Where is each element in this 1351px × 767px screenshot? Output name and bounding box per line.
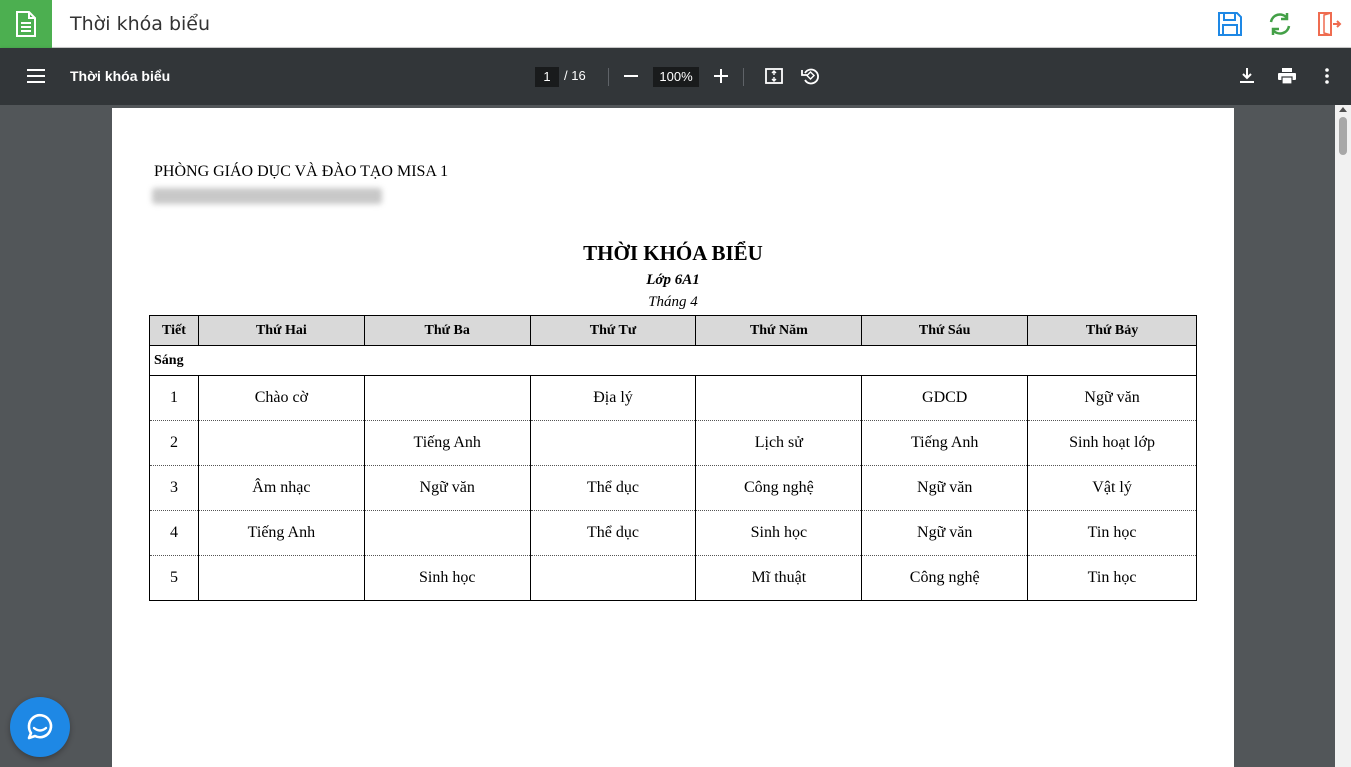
toolbar-divider bbox=[608, 68, 609, 86]
table-cell: Tiếng Anh bbox=[364, 421, 530, 466]
column-header: Thứ Năm bbox=[696, 316, 862, 346]
class-name: Lớp 6A1 bbox=[646, 272, 700, 288]
table-cell: Sinh học bbox=[364, 556, 530, 601]
table-cell: Thể dục bbox=[530, 466, 696, 511]
app-header bbox=[0, 0, 1351, 48]
fit-page-icon bbox=[765, 68, 783, 84]
sync-icon bbox=[1267, 11, 1293, 37]
table-cell: Công nghệ bbox=[862, 556, 1028, 601]
plus-icon bbox=[714, 69, 728, 83]
pdf-viewer-area[interactable] bbox=[0, 105, 1351, 767]
rotate-button[interactable] bbox=[796, 62, 824, 90]
table-cell: Sinh học bbox=[696, 511, 862, 556]
app-title: Thời khóa biểu bbox=[70, 13, 211, 35]
table-cell: Tin học bbox=[1028, 556, 1197, 601]
column-header: Thứ Tư bbox=[530, 316, 696, 346]
table-cell: GDCD bbox=[862, 376, 1028, 421]
column-header: Thứ Ba bbox=[364, 316, 530, 346]
school-name-redacted bbox=[152, 188, 382, 204]
table-cell: Sinh hoạt lớp bbox=[1028, 421, 1197, 466]
table-row bbox=[150, 376, 1197, 421]
table-cell bbox=[530, 421, 696, 466]
fit-page-button[interactable] bbox=[760, 62, 788, 90]
chat-icon bbox=[25, 712, 55, 742]
menu-icon bbox=[27, 69, 45, 83]
table-cell bbox=[696, 376, 862, 421]
zoom-out-button[interactable] bbox=[617, 62, 645, 90]
table-cell: Ngữ văn bbox=[862, 511, 1028, 556]
table-row bbox=[150, 511, 1197, 556]
table-cell: Chào cờ bbox=[198, 376, 364, 421]
table-cell: Công nghệ bbox=[696, 466, 862, 511]
download-button[interactable] bbox=[1233, 62, 1261, 90]
viewer-document-name: Thời khóa biểu bbox=[70, 68, 171, 84]
exit-button[interactable] bbox=[1315, 10, 1343, 38]
month-label: Tháng 4 bbox=[648, 294, 698, 310]
app-logo bbox=[0, 0, 52, 48]
table-cell: 5 bbox=[150, 556, 199, 601]
timetable bbox=[149, 315, 1197, 601]
table-cell bbox=[364, 511, 530, 556]
more-options-button[interactable] bbox=[1313, 62, 1341, 90]
table-cell: Ngữ văn bbox=[862, 466, 1028, 511]
table-cell: 1 bbox=[150, 376, 199, 421]
pdf-page bbox=[112, 108, 1234, 767]
table-cell: Mĩ thuật bbox=[696, 556, 862, 601]
table-cell: Ngữ văn bbox=[1028, 376, 1197, 421]
table-cell: 4 bbox=[150, 511, 199, 556]
table-row bbox=[150, 466, 1197, 511]
table-cell bbox=[198, 556, 364, 601]
table-cell: 3 bbox=[150, 466, 199, 511]
table-cell bbox=[364, 376, 530, 421]
column-header: Tiết bbox=[150, 316, 199, 346]
save-button[interactable] bbox=[1216, 10, 1244, 38]
viewer-toolbar bbox=[0, 48, 1351, 105]
table-cell: Ngữ văn bbox=[364, 466, 530, 511]
table-cell: Tiếng Anh bbox=[862, 421, 1028, 466]
table-cell bbox=[530, 556, 696, 601]
table-cell: Tin học bbox=[1028, 511, 1197, 556]
zoom-input[interactable]: 100% bbox=[653, 67, 699, 87]
download-icon bbox=[1240, 68, 1254, 84]
scroll-up-arrow-icon[interactable] bbox=[1339, 107, 1347, 112]
table-cell: 2 bbox=[150, 421, 199, 466]
sync-button[interactable] bbox=[1266, 10, 1294, 38]
scrollbar-thumb[interactable] bbox=[1339, 117, 1347, 155]
table-cell: Vật lý bbox=[1028, 466, 1197, 511]
print-button[interactable] bbox=[1273, 62, 1301, 90]
minus-icon bbox=[624, 69, 638, 83]
exit-icon bbox=[1316, 11, 1342, 37]
table-cell: Thể dục bbox=[530, 511, 696, 556]
column-header: Thứ Hai bbox=[198, 316, 364, 346]
organization-name: PHÒNG GIÁO DỤC VÀ ĐÀO TẠO MISA 1 bbox=[154, 163, 449, 180]
menu-button[interactable] bbox=[22, 62, 50, 90]
document-title: THỜI KHÓA BIỂU bbox=[583, 241, 763, 265]
save-icon bbox=[1217, 11, 1243, 37]
more-vertical-icon bbox=[1325, 68, 1329, 84]
table-cell: Âm nhạc bbox=[198, 466, 364, 511]
table-cell: Địa lý bbox=[530, 376, 696, 421]
table-cell bbox=[198, 421, 364, 466]
table-header-row bbox=[150, 316, 1197, 346]
table-cell: Tiếng Anh bbox=[198, 511, 364, 556]
column-header: Thứ Sáu bbox=[862, 316, 1028, 346]
chat-support-button[interactable] bbox=[10, 697, 70, 757]
session-label: Sáng bbox=[150, 346, 1197, 376]
session-row bbox=[150, 346, 1197, 376]
document-icon bbox=[15, 11, 37, 37]
zoom-in-button[interactable] bbox=[707, 62, 735, 90]
table-row bbox=[150, 421, 1197, 466]
toolbar-divider bbox=[743, 68, 744, 86]
rotate-icon bbox=[801, 67, 819, 85]
page-total: / 16 bbox=[564, 68, 586, 83]
print-icon bbox=[1278, 68, 1296, 84]
page-number-input[interactable]: 1 bbox=[535, 67, 559, 87]
table-row bbox=[150, 556, 1197, 601]
vertical-scrollbar[interactable] bbox=[1335, 105, 1351, 767]
table-cell: Lịch sử bbox=[696, 421, 862, 466]
column-header: Thứ Bảy bbox=[1028, 316, 1197, 346]
